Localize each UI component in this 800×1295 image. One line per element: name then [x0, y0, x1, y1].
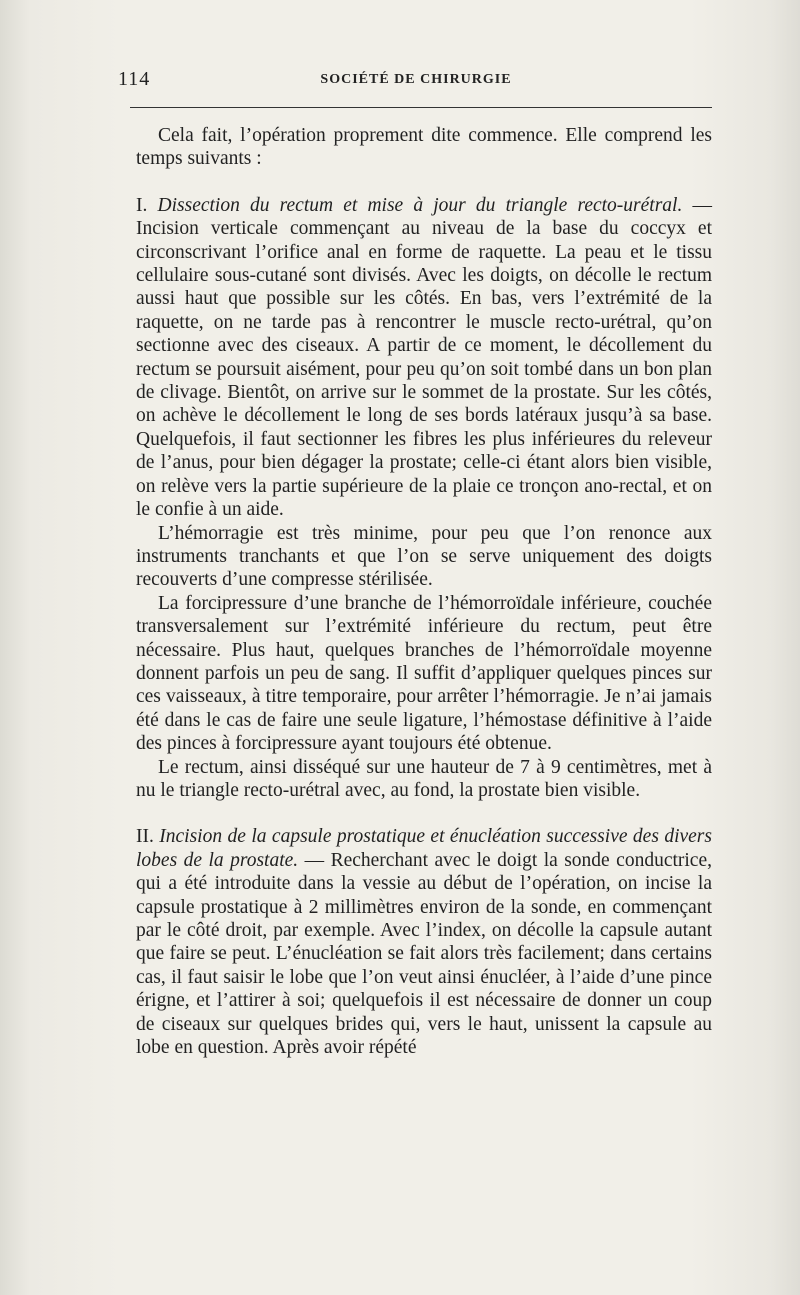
section-1-title: Dissection du rectum et mise à jour du triangle recto-urétral.	[157, 194, 683, 216]
section-2-paragraph	[136, 825, 712, 1059]
section-1-text: — Incision verticale commençant au niveau de la base du coccyx et circonscrivant l’orifice anal en forme de raquette. La peau et le tissu cellulaire sous-cutané sont divisés. Avec les doigts, on décolle le rectum aussi haut que possible sur les côtés. En bas, vers l’extrémité de la raquette, on ne tarde pas à rencontrer le muscle recto-urétral, qu’on sectionne avec des ciseaux. A partir de ce moment, le décollement du rectum se poursuit aisément, pour peu qu’on soit tombé dans un bon plan de clivage. Bientôt, on arrive sur le sommet de la prostate. Sur les côtés, on achève le décollement le long de ses bords latéraux jusqu’à sa base. Quelquefois, il faut sectionner les fibres les plus inférieures du releveur de l’anus, pour bien dégager la prostate; celle-ci étant alors bien visible, on relève vers la partie supérieure de la plaie ce tronçon ano-rectal, et on le confie à un aide.	[136, 194, 713, 521]
page-header	[118, 68, 714, 108]
section-2-text: — Recherchant avec le doigt la sonde conductrice, qui a été introduite dans la vessie au début de l’opération, on incise la capsule prostatique à 2 millimètres environ de la sonde, en commençant par le côté droit, par exemple. Avec l’index, on décolle la capsule autant que faire se peut. L’énucléation se fait alors très facilement; dans certains cas, il faut saisir le lobe que l’on veut ainsi énucléer, à l’aide d’une pince érigne, et l’attirer à soi; quelquefois il est nécessaire de donner un coup de ciseaux sur quelques brides qui, vers le haut, unissent la capsule au lobe en question. Après avoir répété	[136, 849, 712, 1059]
section-2-title: Incision de la capsule prostatique et énucléation successive des divers lobes de la prostate.	[136, 826, 712, 871]
paragraph-forcipressure: La forcipressure d’une branche de l’hémorroïdale inférieure, couchée transversalement sur l’extrémité inférieure du rectum, peut être nécessaire. Plus haut, quelques branches de l’hémorroïdale moyenne donnent parfois un peu de sang. Il suffit d’appliquer quelques pinces sur ces vaisseaux, à titre temporaire, pour arrêter l’hémorragie. Je n’ai jamais été dans le cas de faire une seule ligature, l’hémostase définitive à l’aide des pinces à forcipressure ayant toujours été obtenue.	[136, 592, 712, 755]
section-2-numeral: II.	[136, 826, 160, 848]
section-1-numeral: I.	[136, 194, 158, 216]
header-rule	[130, 107, 712, 108]
paragraph-rectum: Le rectum, ainsi disséqué sur une hauteur de 7 à 9 centimètres, met à nu le triangle recto-urétral avec, au fond, la prostate bien visible.	[136, 756, 712, 801]
intro-paragraph: Cela fait, l’opération proprement dite commence. Elle comprend les temps suivants :	[136, 125, 712, 170]
running-title: SOCIÉTÉ DE CHIRURGIE	[320, 72, 512, 87]
page-number: 114	[118, 68, 151, 90]
page-body	[136, 124, 712, 1059]
section-1-paragraph	[136, 194, 712, 522]
paragraph-hemorrhage: L’hémorragie est très minime, pour peu que l’on renonce aux instruments tranchants et que l’on se serve uniquement des doigts recouverts d’une compresse stérilisée.	[136, 522, 712, 591]
